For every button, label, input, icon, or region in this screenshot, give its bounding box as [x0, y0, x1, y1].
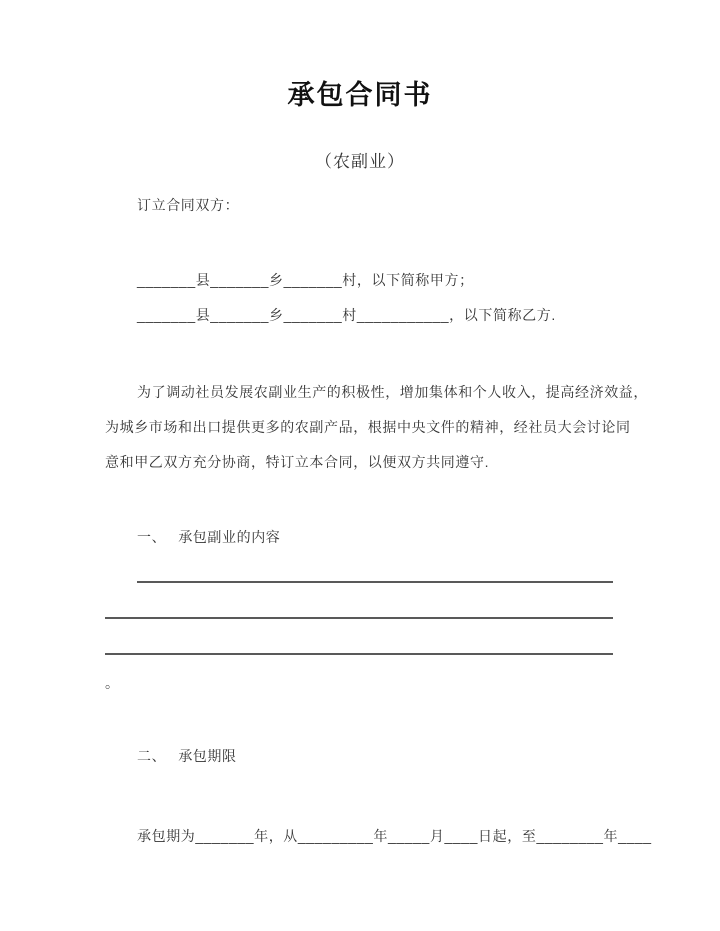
- party-b-blank-line: _______县_______乡_______村___________，以下简称乙方.: [137, 307, 556, 323]
- fill-in-blank-line-1: [137, 581, 613, 583]
- section-1-title: 承包副业的内容: [178, 529, 281, 545]
- party-a-blank-line: _______县_______乡_______村，以下简称甲方；: [137, 272, 474, 288]
- section-1-trailing-period: 。: [105, 675, 120, 691]
- section-2-title: 承包期限: [178, 748, 237, 764]
- document-subtitle: （农副业）: [315, 152, 405, 171]
- document-title: 承包合同书: [287, 80, 433, 110]
- fill-in-blank-line-3: [105, 653, 613, 655]
- contract-term-blank-line: 承包期为_______年，从_________年_____月____日起，至________年____: [137, 828, 652, 844]
- contract-parties-label: 订立合同双方：: [137, 197, 240, 213]
- section-1-heading: [137, 528, 280, 546]
- preamble-paragraph-line-2: 为城乡市场和出口提供更多的农副产品，根据中央文件的精神，经社员大会讨论同: [105, 419, 631, 435]
- fill-in-blank-line-2: [105, 617, 613, 619]
- section-2-number: 二、: [137, 748, 167, 764]
- preamble-paragraph-line-1: 为了调动社员发展农副业生产的积极性，增加集体和个人收入，提高经济效益，: [137, 384, 648, 400]
- section-1-number: 一、: [137, 529, 167, 545]
- preamble-paragraph-line-3: 意和甲乙双方充分协商，特订立本合同，以便双方共同遵守.: [105, 454, 490, 470]
- section-2-heading: [137, 747, 237, 765]
